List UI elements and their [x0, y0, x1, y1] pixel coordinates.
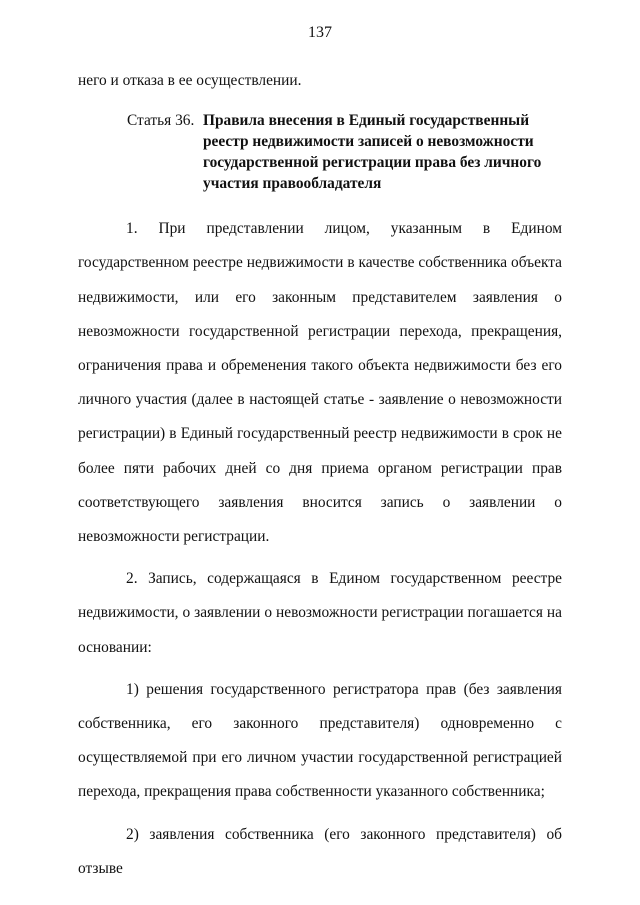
paragraph-gap	[78, 810, 562, 818]
article-title: Правила внесения в Единый государственный реестр недвижимости записей о невозможности государственной регистрации права без личного участия правообладателя	[203, 112, 542, 193]
paragraph-1: 1. При представлении лицом, указанным в Едином государственном реестре недвижимости в качестве собственника объекта недвижимости, или его законным представителем заявления о невозможности государственной регистрации перехода, прекращения, ограничения права и обременения такого объекта недвижимости без его личного участия (далее в настоящей статье - заявление о невозможности регистрации) в Единый государственный реестр недвижимости в срок не более пяти рабочих дней со дня приема органом регистрации прав соответствующего заявления вносится запись о заявлении о невозможности регистрации.	[78, 220, 562, 546]
paragraph-4: 2) заявления собственника (его законного представителя) об отзыве	[78, 825, 562, 877]
paragraph-gap	[78, 554, 562, 562]
document-body	[78, 64, 562, 886]
paragraph-gap	[78, 665, 562, 673]
page-number: 137	[308, 24, 332, 41]
paragraph-3: 1) решения государственного регистратора прав (без заявления собственника, его законного представителя) одновременно с осуществляемой при его личном участии государственной регистрацией перехода, прекращения права собственности указанного собственника;	[78, 680, 562, 801]
lead-text: него и отказа в ее осуществлении.	[78, 72, 302, 89]
article-label: Статья 36.	[127, 112, 195, 130]
paragraph-2: 2. Запись, содержащаяся в Едином государственном реестре недвижимости, о заявлении о невозможности регистрации погашается на основании:	[78, 570, 562, 656]
article-heading	[78, 110, 562, 194]
